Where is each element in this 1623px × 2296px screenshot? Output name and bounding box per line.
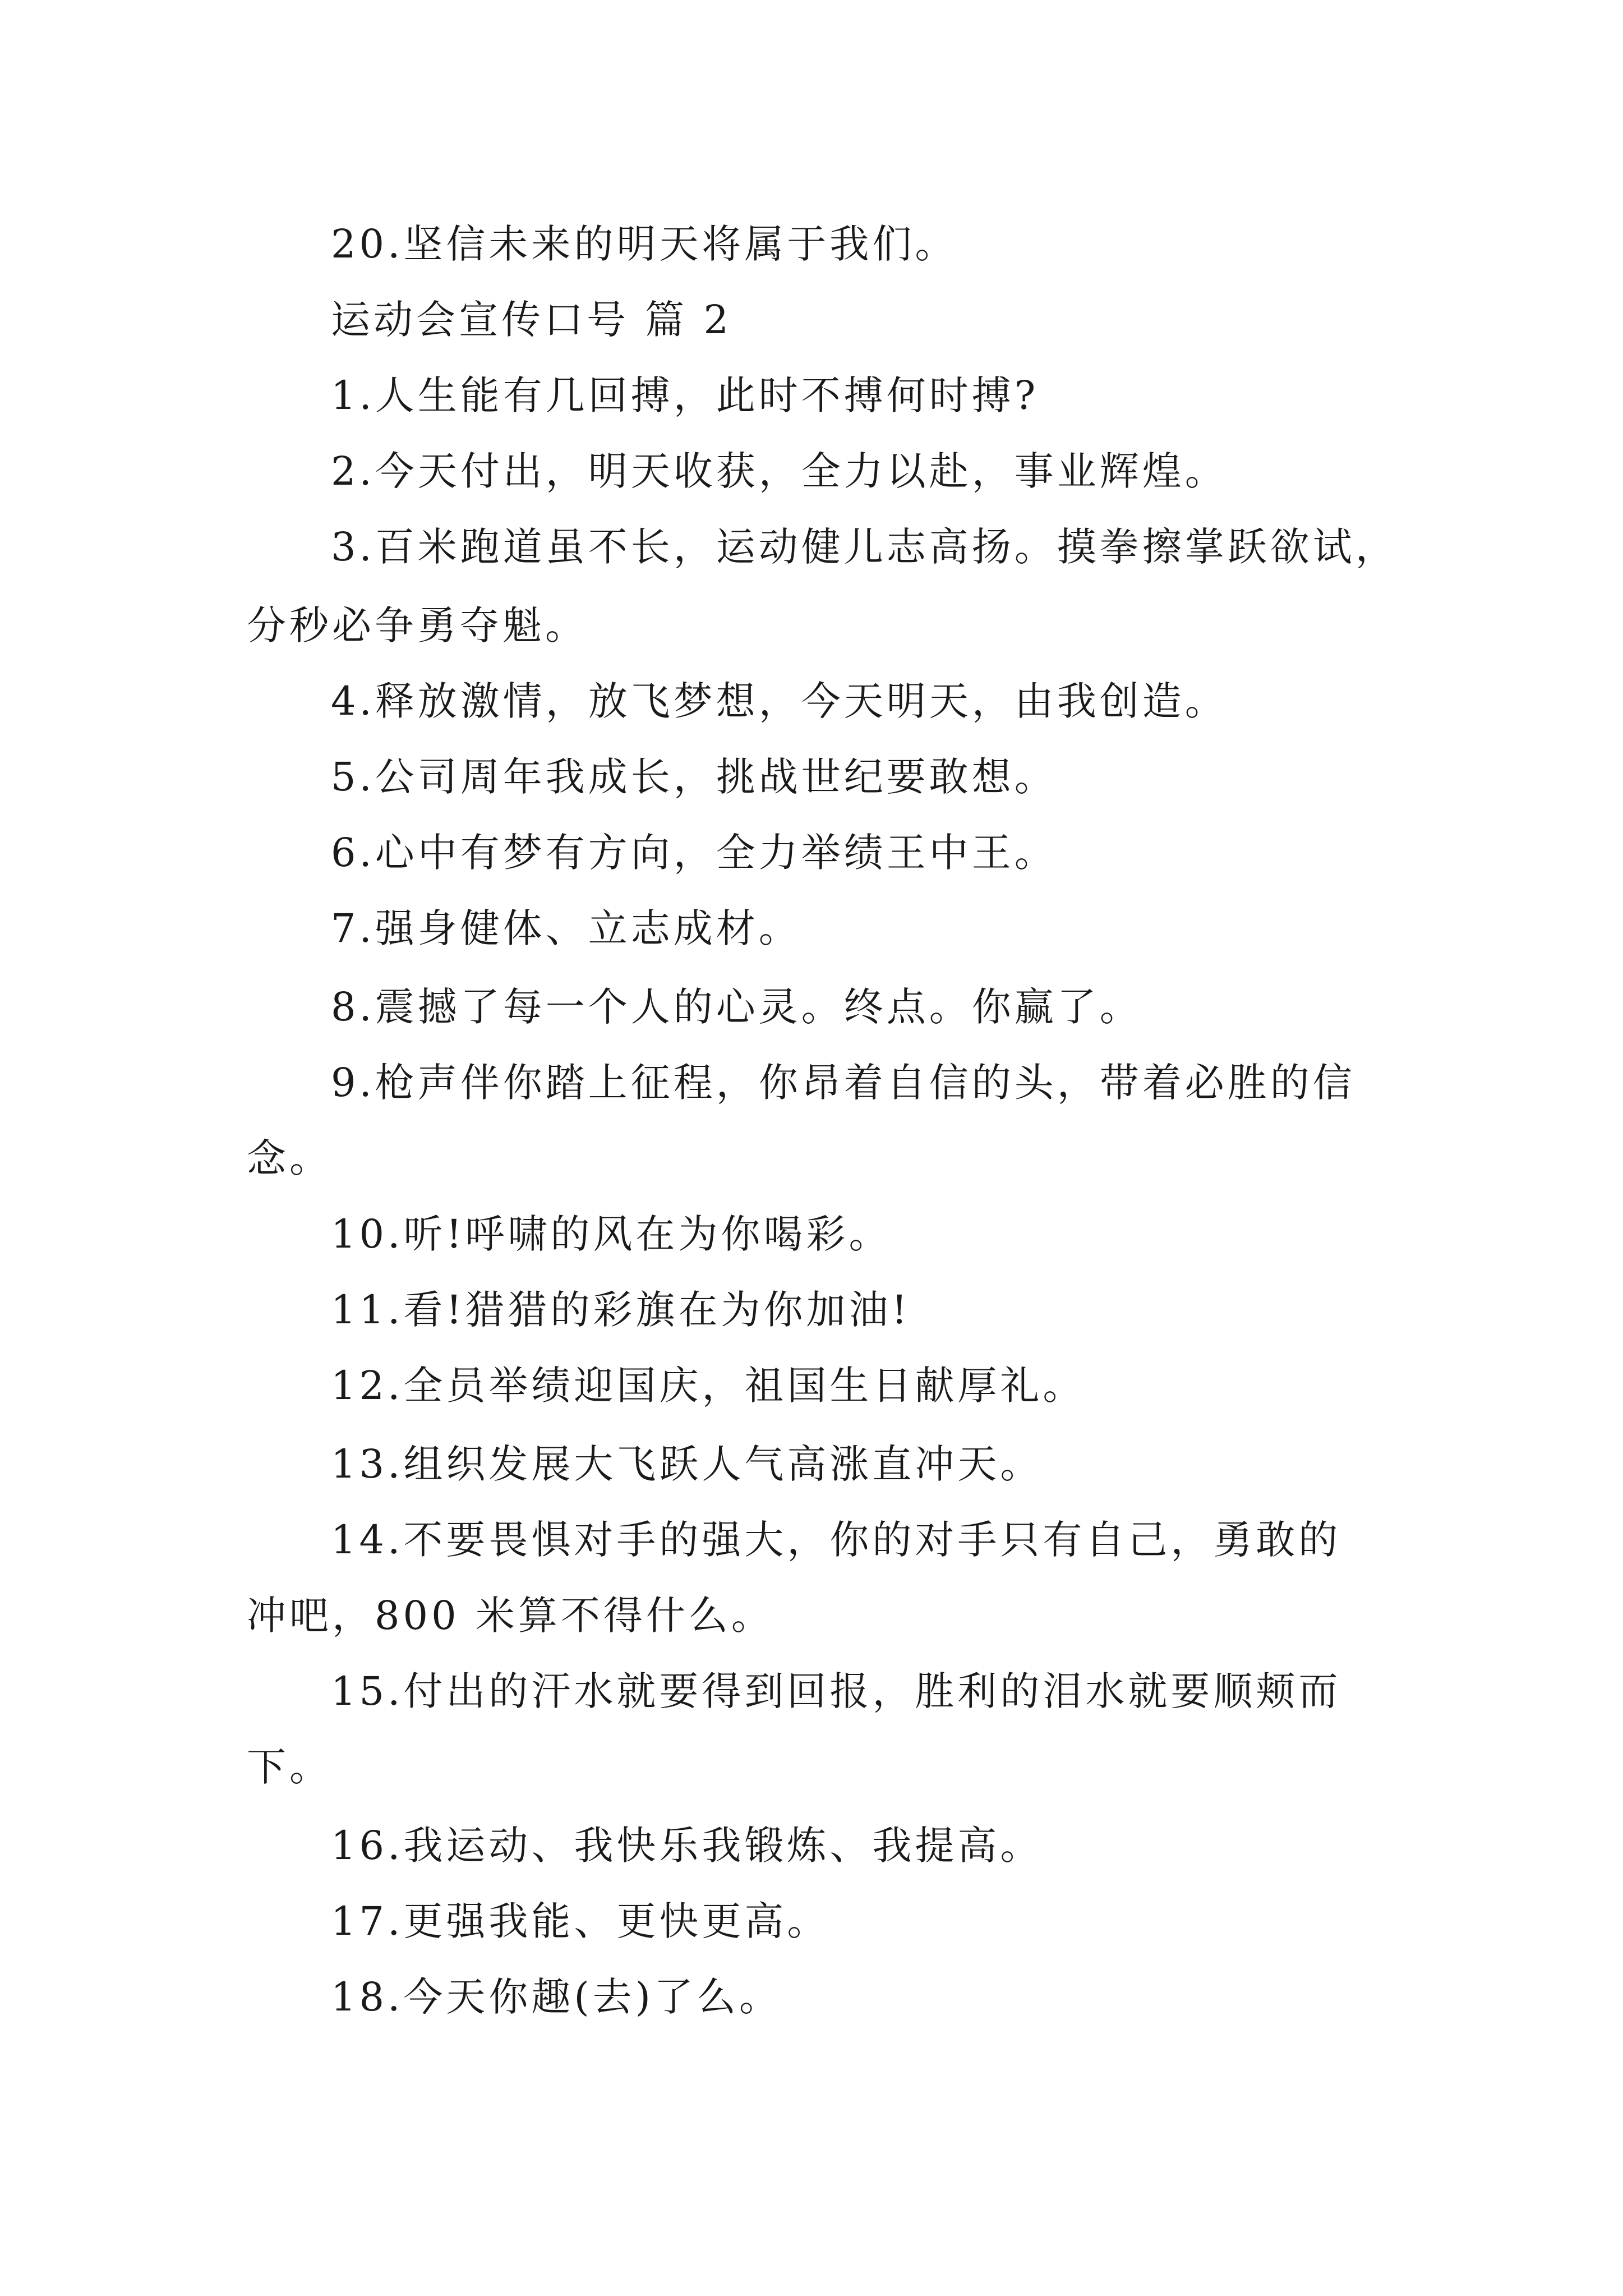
slogan-5: 5.公司周年我成长，挑战世纪要敢想。 [331,754,1057,800]
slogan-8: 8.震撼了每一个人的心灵。终点。你赢了。 [331,984,1142,1030]
slogan-20: 20.坚信未来的明天将属于我们。 [331,221,958,267]
slogan-12: 12.全员举绩迎国庆，祖国生日献厚礼。 [331,1363,1086,1409]
section-heading: 运动会宣传口号 篇 2 [331,297,732,343]
slogan-9-cont: 念。 [247,1135,332,1181]
slogan-4: 4.释放激情，放飞梦想，今天明天，由我创造。 [331,678,1228,724]
slogan-14: 14.不要畏惧对手的强大，你的对手只有自己，勇敢的 [331,1517,1341,1563]
slogan-14-cont: 冲吧，800 米算不得什么。 [247,1593,774,1639]
slogan-7: 7.强身健体、立志成材。 [331,905,801,951]
slogan-6: 6.心中有梦有方向，全力举绩王中王。 [331,830,1057,876]
slogan-17: 17.更强我能、更快更高。 [331,1898,830,1944]
slogan-3: 3.百米跑道虽不长，运动健儿志高扬。摸拳擦掌跃欲试， [331,524,1398,570]
slogan-1: 1.人生能有几回搏，此时不搏何时搏? [331,372,1039,418]
slogan-10: 10.听!呼啸的风在为你喝彩。 [331,1211,892,1257]
slogan-15-cont: 下。 [247,1744,332,1790]
slogan-13: 13.组织发展大飞跃人气高涨直冲天。 [331,1441,1043,1487]
slogan-15: 15.付出的汗水就要得到回报，胜利的泪水就要顺颊而 [331,1668,1341,1714]
slogan-11: 11.看!猎猎的彩旗在为你加油! [331,1287,911,1333]
slogan-3-cont: 分秒必争勇夺魁。 [247,602,588,648]
slogan-2: 2.今天付出，明天收获，全力以赴，事业辉煌。 [331,448,1228,494]
slogan-9: 9.枪声伴你踏上征程，你昂着自信的头，带着必胜的信 [331,1060,1355,1106]
slogan-18: 18.今天你趣(去)了么。 [331,1974,782,2020]
slogan-16: 16.我运动、我快乐我锻炼、我提高。 [331,1823,1043,1869]
